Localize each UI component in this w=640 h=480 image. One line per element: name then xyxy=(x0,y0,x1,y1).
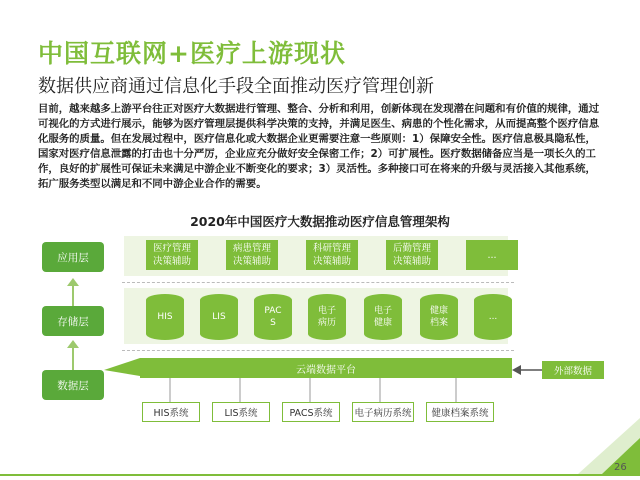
footer-line xyxy=(0,474,640,476)
arrow-up-icon xyxy=(67,278,79,286)
divider-line xyxy=(122,350,514,351)
source-emr-system: 电子病历系统 xyxy=(352,402,414,422)
corner-decoration-icon xyxy=(578,418,640,474)
external-data: 外部数据 xyxy=(542,361,604,379)
application-layer: 应用层 xyxy=(42,242,104,272)
body-paragraph: 目前，越来越多上游平台往正对医疗大数据进行管理、整合、分析和利用，创新体现在发现潜在问题和有价值的规律，通过可视化的方式进行展示，能够为医疗管理层提供科学决策的支持，并满足医生、病患的个性化需求，从而提高整个医疗信息化服务的质量。但在发展过程中，医疗信息化或大数据企业更需要注意一些原则：1）保障安全性。医疗信息极具隐私性，国家对医疗信息泄露的打击也十分严厉，企业应充分做好安全保密工作；2）可扩展性。医疗数据储备应当是一项长久的工作，良好的扩展性可保证未来满足中游企业不断变化的要求；3）灵活性。多种接口可在将来的升级与灵活接入其他系统，拓广服务类型以满足和不同中游企业合作的需要。 xyxy=(38,103,600,190)
source-health-records-system: 健康档案系统 xyxy=(426,402,494,422)
page-subtitle: 数据供应商通过信息化手段全面推动医疗管理创新 xyxy=(38,76,434,97)
divider-line xyxy=(122,282,514,283)
storage-layer: 存储层 xyxy=(42,306,104,336)
diagram-title: 2020年中国医疗大数据推动医疗信息管理架构 xyxy=(190,214,450,229)
app-more: ... xyxy=(466,240,518,270)
database-pacs: PAC S xyxy=(254,294,292,340)
database-health-records: 健康 档案 xyxy=(420,294,458,340)
cloud-data-platform: 云端数据平台 xyxy=(140,358,512,378)
database-his: HIS xyxy=(146,294,184,340)
database-emr: 电子 病历 xyxy=(308,294,346,340)
app-logistics-management: 后勤管理 决策辅助 xyxy=(386,240,438,270)
arrow-left-icon xyxy=(512,363,544,377)
arrow-up-icon xyxy=(67,340,79,348)
connector-line xyxy=(72,286,74,306)
platform-arrow-icon xyxy=(104,352,144,382)
page-number: 26 xyxy=(614,462,627,473)
database-lis: LIS xyxy=(200,294,238,340)
connector-line xyxy=(72,348,74,370)
app-patient-management: 病患管理 决策辅助 xyxy=(226,240,278,270)
database-more: ... xyxy=(474,294,512,340)
source-connectors xyxy=(140,378,520,404)
app-medical-management: 医疗管理 决策辅助 xyxy=(146,240,198,270)
source-lis-system: LIS系统 xyxy=(212,402,270,422)
source-his-system: HIS系统 xyxy=(142,402,200,422)
database-ehr: 电子 健康 xyxy=(364,294,402,340)
source-pacs-system: PACS系统 xyxy=(282,402,340,422)
page-title: 中国互联网+医疗上游现状 xyxy=(38,39,346,68)
data-layer: 数据层 xyxy=(42,370,104,400)
app-research-management: 科研管理 决策辅助 xyxy=(306,240,358,270)
